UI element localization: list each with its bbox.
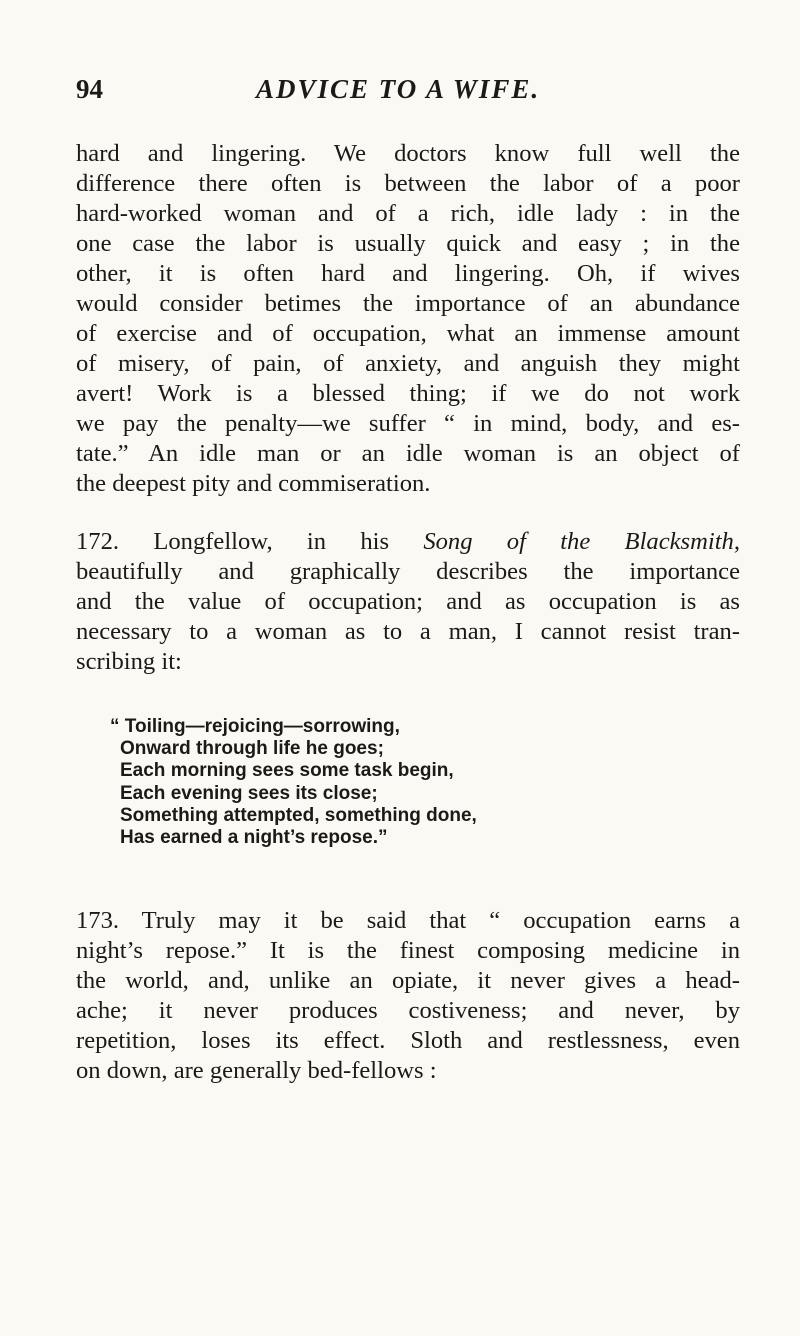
text-line: of misery, of pain, of anxiety, and anguish they might: [76, 350, 740, 377]
text-line: [76, 527, 740, 557]
paragraph-173: [76, 906, 740, 1086]
poem-line: Something attempted, something done,: [120, 804, 477, 826]
text-line: tate.” An idle man or an idle woman is an object of: [76, 440, 740, 467]
poem-quotation: [110, 716, 710, 849]
text-line: avert! Work is a blessed thing; if we do not work: [76, 380, 740, 407]
text-line: 173. Truly may it be said that “ occupation earns a: [76, 907, 740, 934]
text-line: one case the labor is usually quick and easy ; in the: [76, 230, 740, 257]
text-segment: 172. Longfellow, in his: [76, 528, 424, 555]
text-line: would consider betimes the importance of an abundance: [76, 290, 740, 317]
poem-line: Onward through life he goes;: [120, 738, 384, 760]
page-number: 94: [76, 74, 103, 104]
running-title: ADVICE TO A WIFE.: [256, 74, 541, 104]
text-line: hard and lingering. We doctors know full well the: [76, 140, 740, 167]
text-line: the world, and, unlike an opiate, it never gives a head-: [76, 967, 740, 994]
text-line: beautifully and graphically describes the importance: [76, 558, 740, 585]
poem-line: Each evening sees its close;: [120, 782, 378, 804]
text-line: hard-worked woman and of a rich, idle lady : in the: [76, 200, 740, 227]
text-line: and the value of occupation; and as occupation is as: [76, 588, 740, 615]
text-line: scribing it:: [76, 648, 182, 675]
paragraph-172: [76, 527, 740, 677]
text-line: we pay the penalty—we suffer “ in mind, body, and es-: [76, 410, 740, 437]
text-line: on down, are generally bed-fellows :: [76, 1057, 437, 1084]
text-line: other, it is often hard and lingering. Oh, if wives: [76, 260, 740, 287]
text-line: the deepest pity and commiseration.: [76, 470, 431, 497]
poem-line: Has earned a night’s repose.”: [120, 827, 388, 849]
text-line: ache; it never produces costiveness; and never, by: [76, 997, 740, 1024]
poem-line: Each morning sees some task begin,: [120, 760, 454, 782]
text-line: necessary to a woman as to a man, I cannot resist tran-: [76, 618, 740, 645]
poem-title: Song of the Blacksmith,: [423, 528, 740, 555]
page-header: [76, 74, 736, 110]
text-line: repetition, loses its effect. Sloth and restlessness, even: [76, 1027, 740, 1054]
text-line: night’s repose.” It is the finest composing medicine in: [76, 937, 740, 964]
text-line: of exercise and of occupation, what an immense amount: [76, 320, 740, 347]
text-line: difference there often is between the labor of a poor: [76, 170, 740, 197]
paragraph-171-continuation: [76, 139, 740, 499]
poem-line: “ Toiling—rejoicing—sorrowing,: [110, 716, 400, 737]
